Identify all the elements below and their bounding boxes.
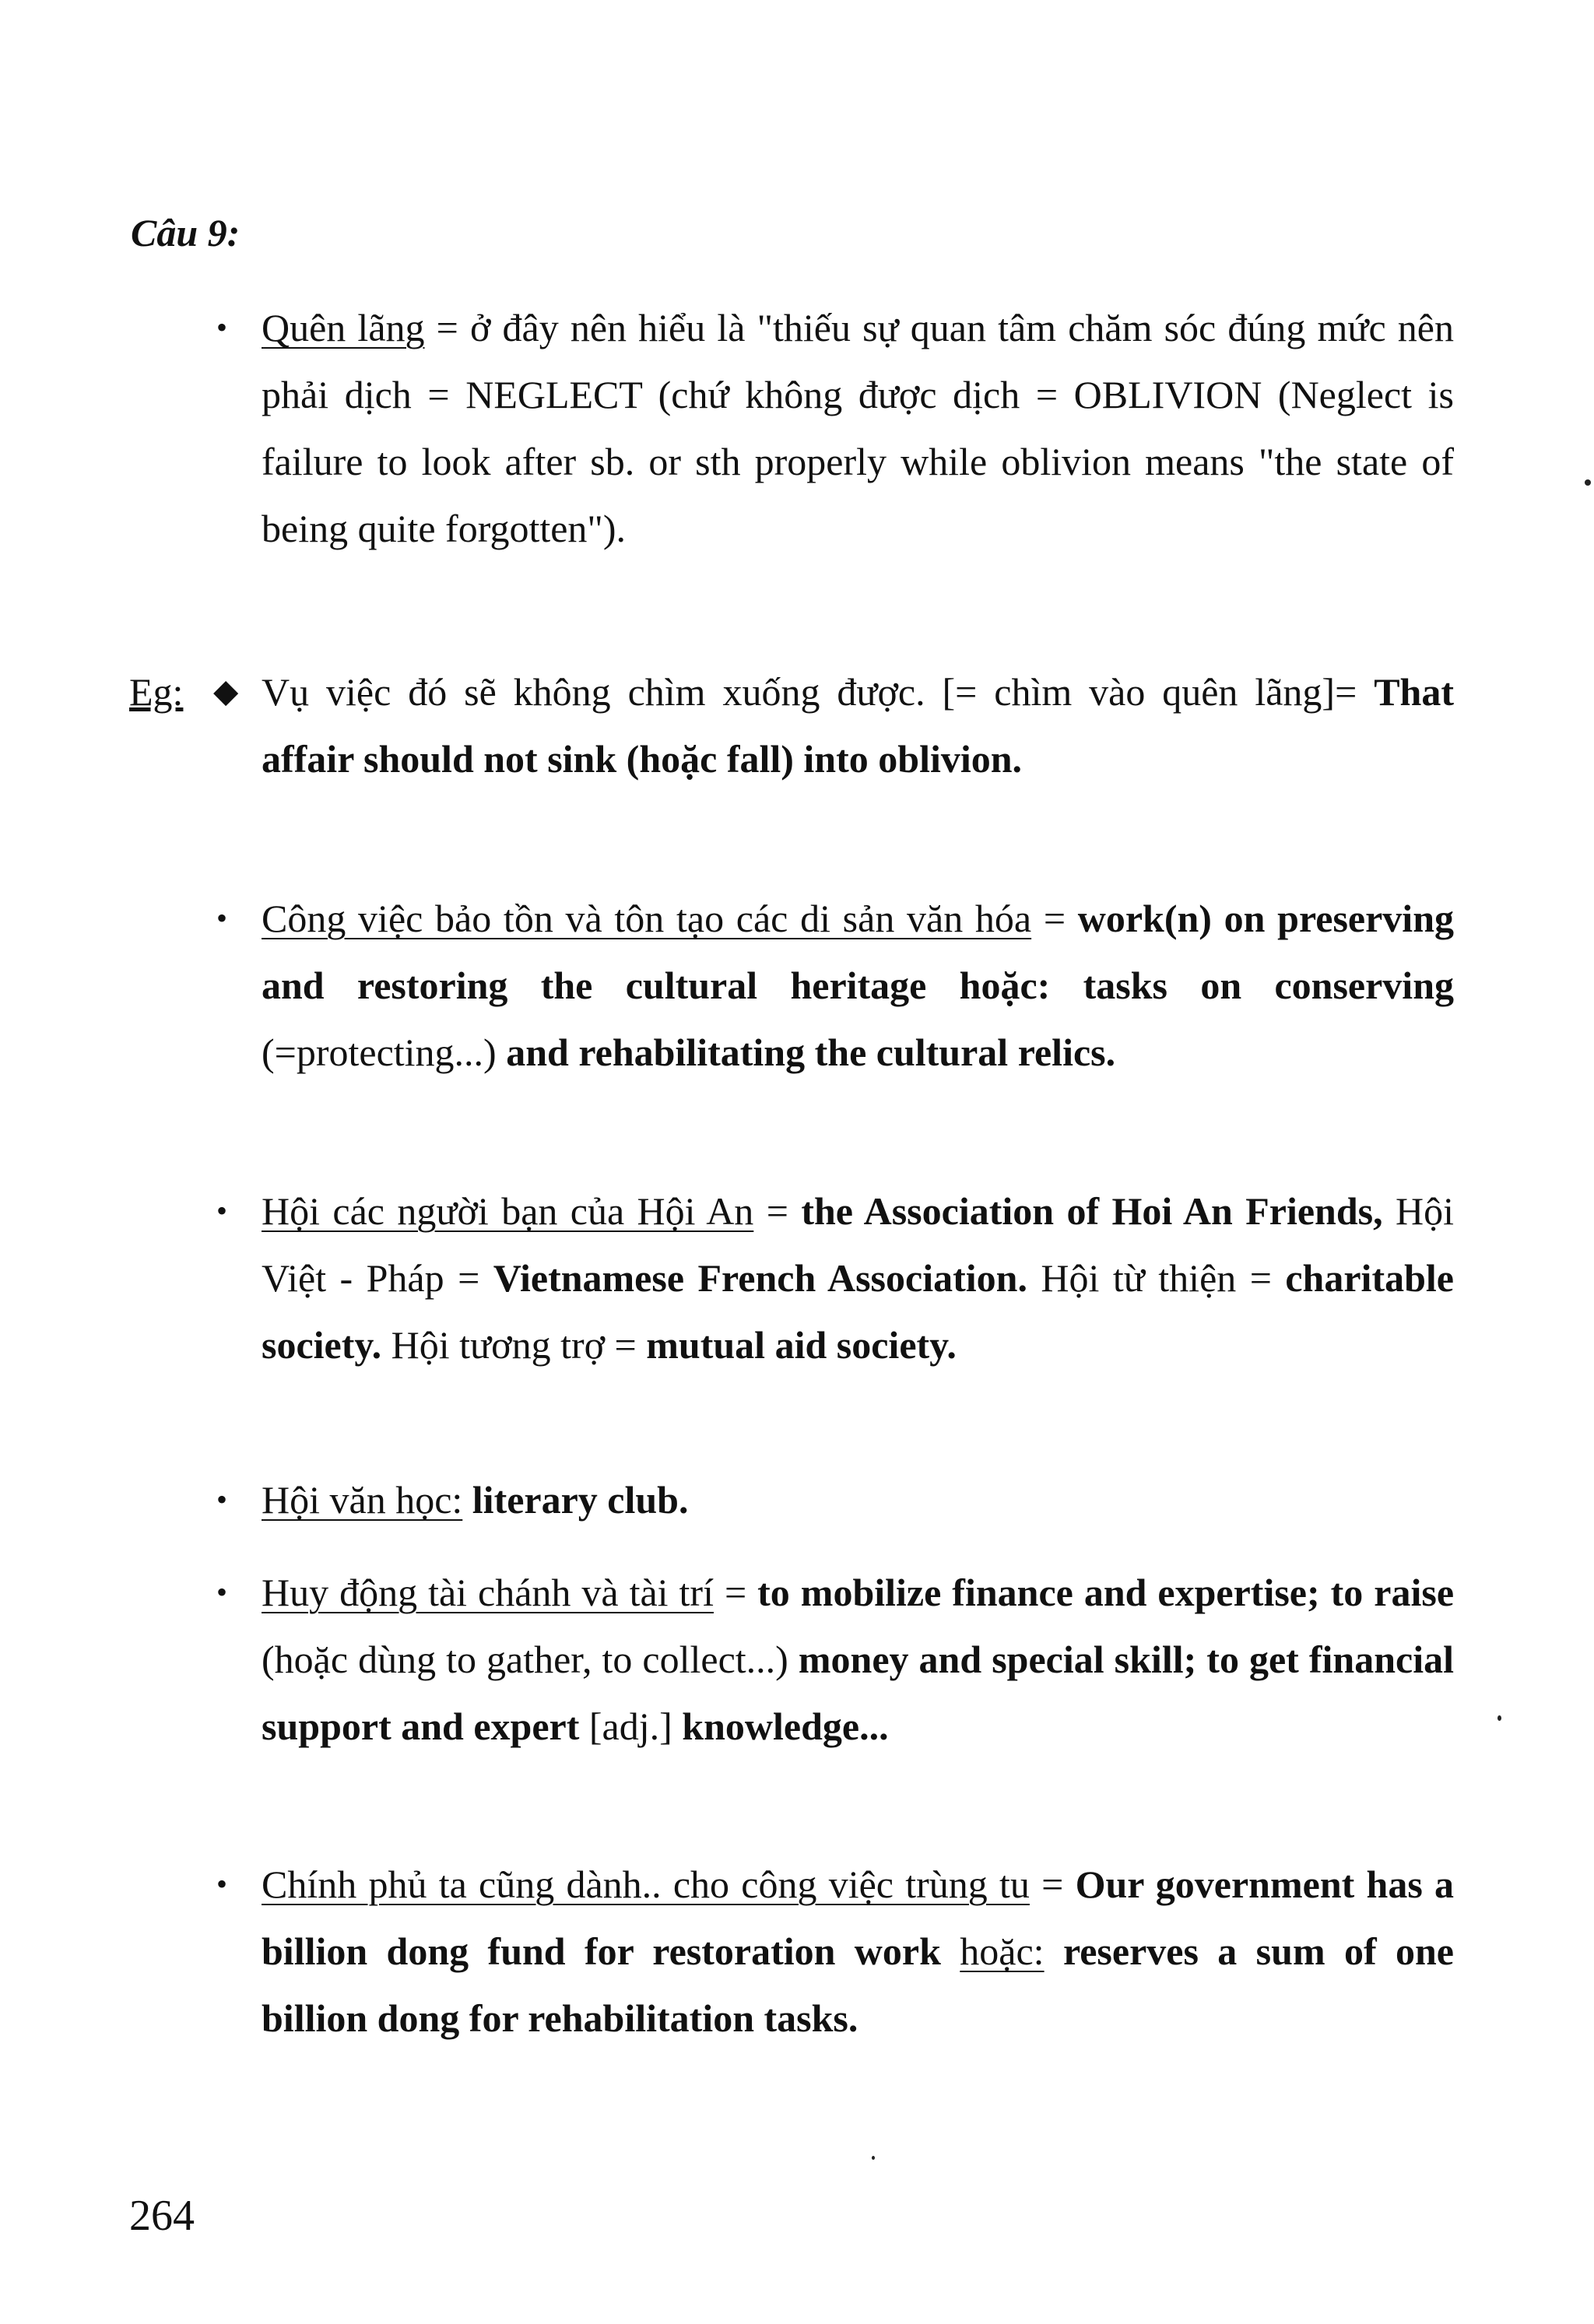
item-6 (216, 1559, 1455, 1760)
text-run: Hội Việt - Pháp = (262, 1189, 1455, 1300)
vietnamese-term: Quên lãng (262, 306, 425, 349)
bullet-icon: • (216, 1193, 228, 1228)
english-translation: work(n) on preserving and restoring the cultural heritage hoặc: tasks on conserving (262, 897, 1454, 1007)
text-run: [adj.] (579, 1704, 683, 1748)
text-run: = (1031, 897, 1078, 940)
english-translation: to raise (1330, 1571, 1455, 1614)
english-translation: Vietnamese French Association. (493, 1256, 1027, 1300)
vietnamese-term: Chính phủ ta cũng dành.. cho công việc trùng tu (262, 1862, 1030, 1906)
item-text (262, 1559, 1454, 1760)
item-4 (216, 1178, 1455, 1378)
english-translation: reserves a sum of one billion dong for rehabilitation tasks. (262, 1929, 1454, 2040)
text-run (462, 1478, 472, 1522)
item-text (262, 1851, 1454, 2052)
scan-speck (872, 2156, 875, 2160)
item-7 (216, 1851, 1455, 2052)
text-run: Hội tương trợ = (381, 1323, 647, 1367)
text-run: Hội từ thiện = (1027, 1256, 1286, 1300)
text-run: (hoặc dùng to gather, to collect...) (262, 1638, 799, 1681)
english-translation: the Association of Hoi An Friends, (801, 1189, 1383, 1233)
text-run: = (753, 1189, 802, 1233)
page-number: 264 (129, 2192, 195, 2240)
english-translation: and rehabilitating the cultural relics. (506, 1030, 1116, 1074)
english-translation: knowledge... (682, 1704, 889, 1748)
english-translation: to mobilize finance and expertise; (757, 1571, 1320, 1614)
english-translation: Our government has a billion dong fund for restoration work (262, 1862, 1455, 1973)
scan-speck (1585, 479, 1591, 486)
english-translation: mutual aid society. (646, 1323, 957, 1367)
item-2 (129, 658, 1454, 792)
vietnamese-term: Công việc bảo tồn và tôn tạo các di sản văn hóa (262, 897, 1032, 940)
vietnamese-term: Huy động tài chánh và tài trí (262, 1571, 714, 1614)
bullet-icon: • (216, 900, 228, 936)
item-text (262, 1178, 1454, 1378)
text-run: = (713, 1571, 758, 1614)
item-5 (216, 1466, 1454, 1533)
item-text (262, 294, 1454, 562)
english-translation: money and special skill; to get financial support and expert (262, 1638, 1454, 1748)
english-translation: That affair should not sink (hoặc fall) into oblivion. (262, 670, 1454, 781)
text-run (941, 1929, 960, 1973)
item-3 (216, 885, 1454, 1086)
text-run (1320, 1571, 1331, 1614)
vietnamese-term: Hội văn học: (262, 1478, 463, 1522)
bullet-icon: • (216, 1482, 228, 1517)
question-heading: Câu 9: (131, 211, 241, 255)
example-label: Eg: (129, 670, 184, 714)
english-translation: literary club. (472, 1478, 689, 1522)
text-run: Vụ việc đó sẽ không chìm xuống được. [= chìm vào quên lãng]= (262, 670, 1375, 714)
bullet-icon: • (216, 1866, 228, 1901)
english-translation: charitable society. (262, 1256, 1454, 1367)
vietnamese-term: hoặc: (960, 1929, 1045, 1973)
text-run: = (1029, 1862, 1076, 1906)
vietnamese-term: Hội các người bạn của Hội An (262, 1189, 754, 1233)
text-run: = ở đây nên hiểu là "thiếu sự quan tâm chăm sóc đúng mức nên phải dịch = NEGLECT (chứ không được dịch = OBLIVION (Neglect is failure to look after sb. or sth properly while oblivion means "the state of being quite forgotten"). (262, 306, 1454, 550)
item-text (262, 885, 1454, 1086)
item-text (262, 1466, 1454, 1533)
bullet-icon: • (216, 1574, 228, 1610)
scan-speck (1497, 1715, 1501, 1721)
text-run (1045, 1929, 1063, 1973)
item-1 (216, 294, 1454, 562)
diamond-bullet-icon: ◆ (213, 674, 239, 710)
text-run: (=protecting...) (262, 1030, 507, 1074)
item-text (262, 658, 1454, 792)
bullet-icon: • (216, 310, 228, 345)
